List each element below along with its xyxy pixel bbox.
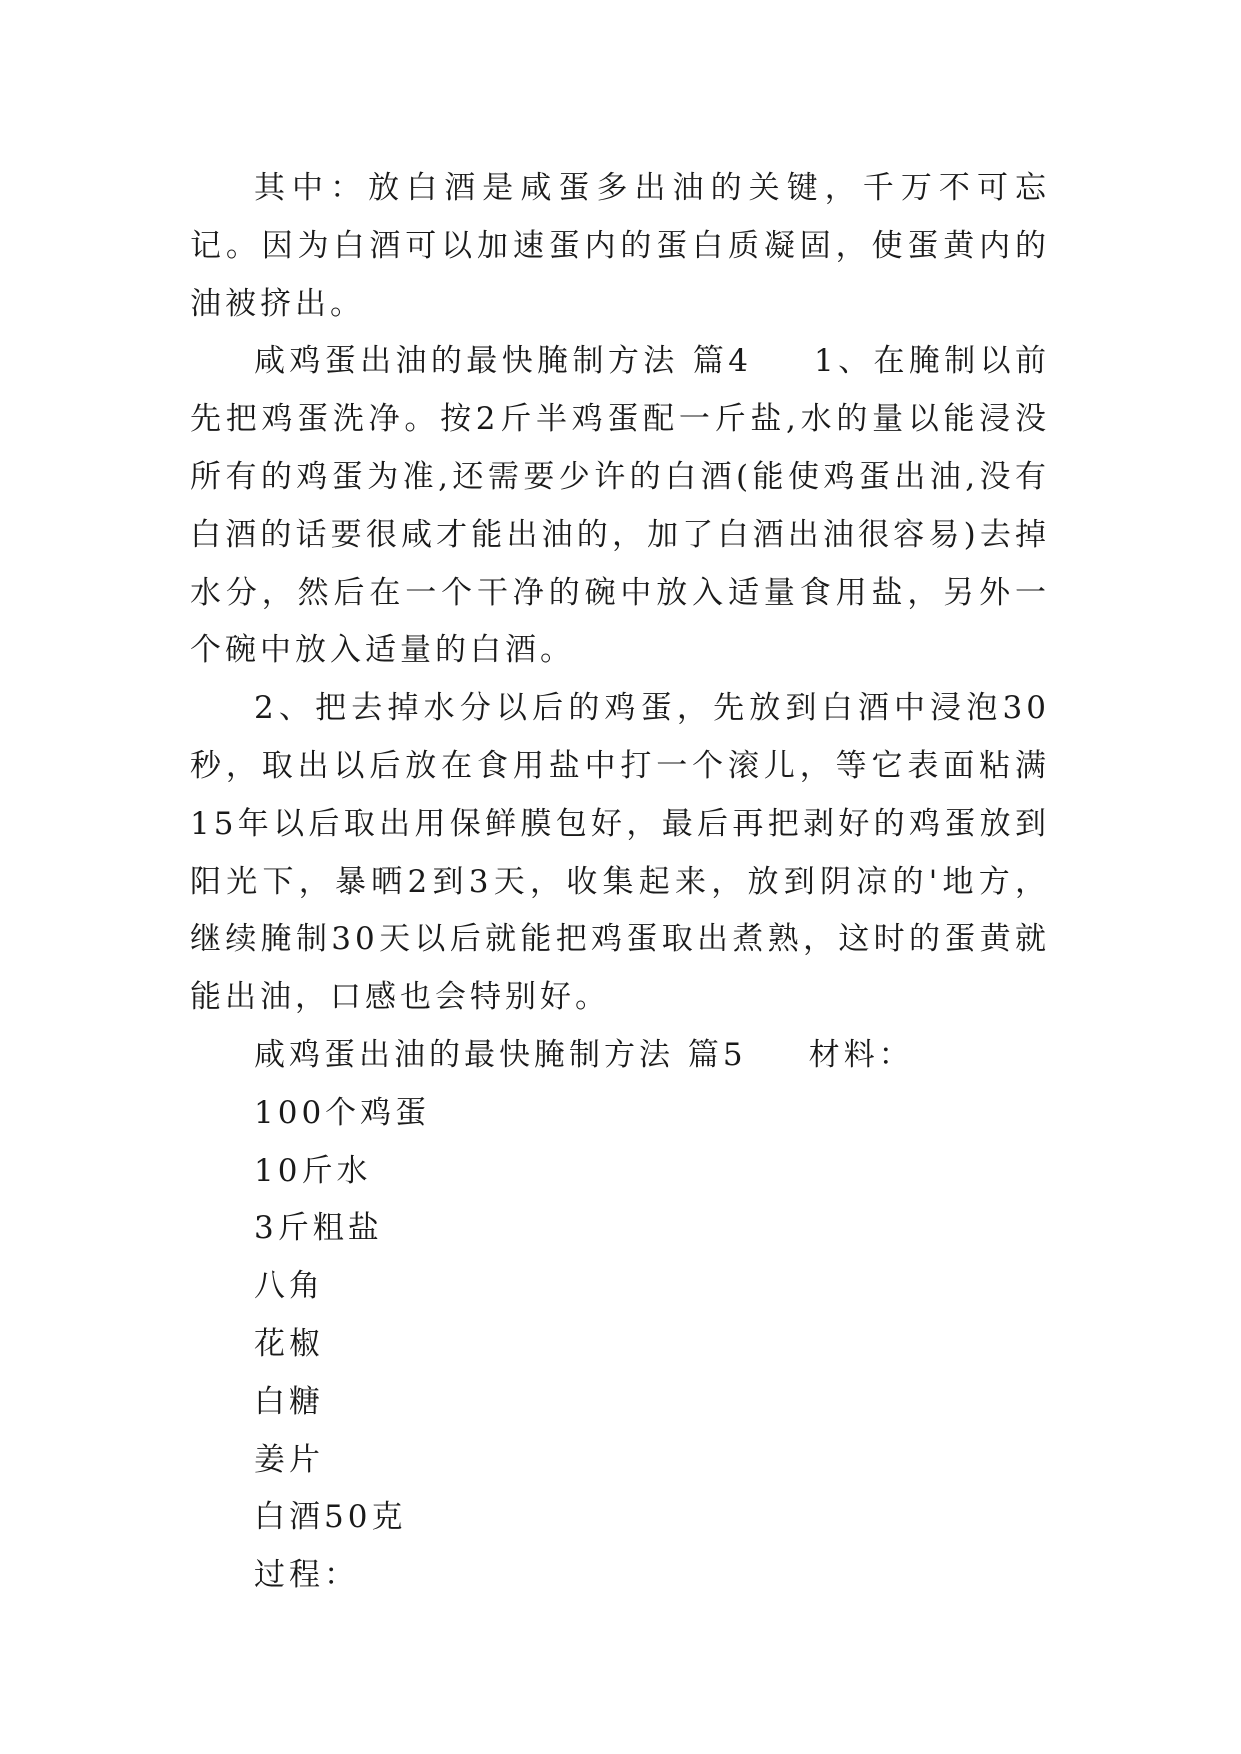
- paragraph-step-2: 2、把去掉水分以后的鸡蛋，先放到白酒中浸泡30秒，取出以后放在食用盐中打一个滚儿，等它表面粘满15年以后取出用保鲜膜包好，最后再把剥好的鸡蛋放到阳光下，暴晒2到3天，收集起来，放到阴凉的'地方，继续腌制30天以后就能把鸡蛋取出煮熟，这时的蛋黄就能出油，口感也会特别好。: [190, 690, 1050, 1016]
- document-body: [190, 160, 1050, 1605]
- materials-label: 材料：: [808, 1036, 914, 1073]
- section-heading-5: 咸鸡蛋出油的最快腌制方法 篇5: [254, 1036, 747, 1073]
- ingredient-item: 花椒: [254, 1325, 324, 1362]
- ingredient-item: 八角: [254, 1268, 324, 1305]
- section-heading-5-line: [190, 1027, 1050, 1085]
- ingredient-item: 白酒50克: [254, 1499, 407, 1536]
- step-1-text: 1、在腌制以前先把鸡蛋洗净。按2斤半鸡蛋配一斤盐,水的量以能浸没所有的鸡蛋为准,还需要少许的白酒(能使鸡蛋出油,没有白酒的话要很咸才能出油的，加了白酒出油很容易)去掉水分，然后在一个干净的碗中放入适量食用盐，另外一个碗中放入适量的白酒。: [190, 343, 1050, 669]
- ingredient-item: 3斤粗盐: [254, 1210, 383, 1247]
- process-label: 过程：: [254, 1557, 359, 1594]
- ingredient-item: 姜片: [254, 1441, 324, 1478]
- section-heading-4: 咸鸡蛋出油的最快腌制方法 篇4: [254, 343, 752, 380]
- ingredient-item: 100个鸡蛋: [254, 1094, 431, 1131]
- paragraph-section-4: [190, 333, 1050, 680]
- ingredient-item: 白糖: [254, 1383, 324, 1420]
- ingredient-item: 10斤水: [254, 1152, 372, 1189]
- paragraph-intro: 其中：放白酒是咸蛋多出油的关键，千万不可忘记。因为白酒可以加速蛋内的蛋白质凝固，使蛋黄内的油被挤出。: [190, 170, 1050, 322]
